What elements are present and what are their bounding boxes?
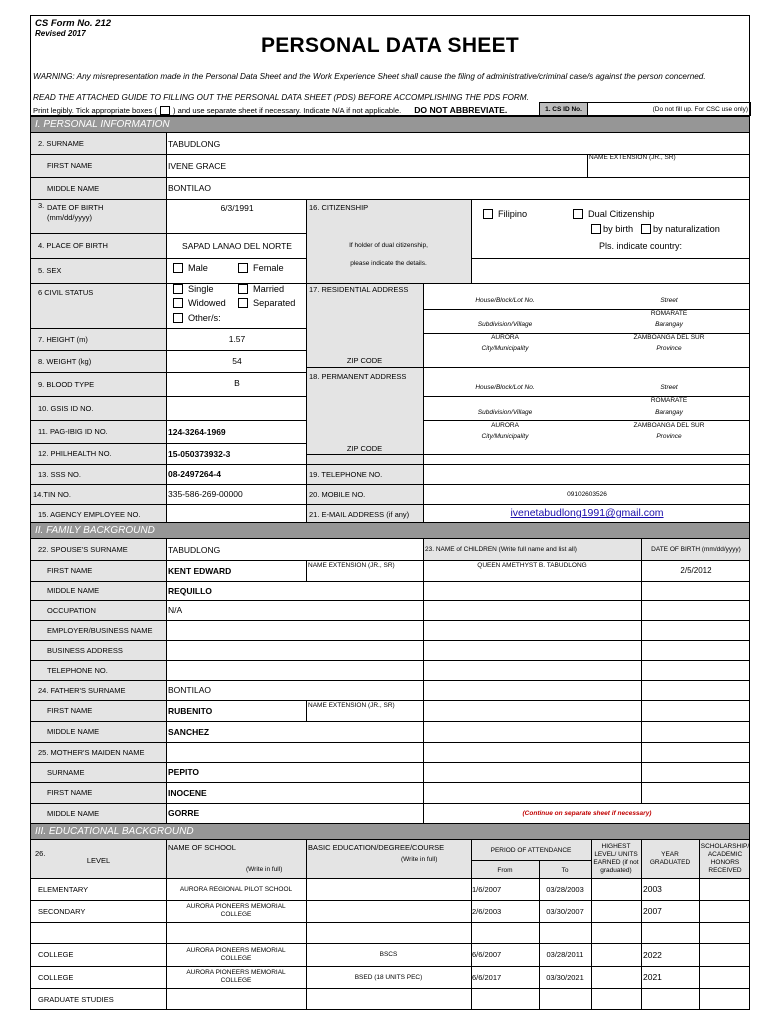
civil-married-checkbox[interactable] (238, 284, 284, 294)
surname-label: 2. SURNAME (38, 139, 84, 148)
res-barangay-value[interactable]: ROMARATE (650, 310, 688, 317)
edu-school[interactable]: AURORA PIONEERS MEMORIAL COLLEGE (186, 969, 286, 984)
form-revision: Revised 2017 (35, 29, 86, 38)
pob-label: 4. PLACE OF BIRTH (38, 241, 108, 250)
email-link[interactable]: ivenetabudlong1991@gmail.com (510, 507, 664, 519)
spouse-first-label: FIRST NAME (47, 566, 93, 575)
edu-to-header: To (561, 866, 569, 874)
print-instructions (33, 105, 507, 115)
read-guide-text: READ THE ATTACHED GUIDE TO FILLING OUT THE PERSONAL DATA SHEET (PDS) BEFORE ACCOMPLISHING THE PDS FORM. (33, 93, 529, 102)
edu-from[interactable]: 2/6/2003 (472, 906, 502, 916)
perm-house-label: House/Block/Lot No. (475, 384, 535, 391)
edu-year[interactable]: 2003 (643, 884, 662, 894)
filipino-label: Filipino (498, 209, 528, 219)
occupation-value[interactable]: N/A (168, 605, 183, 615)
res-street-label: Street (660, 297, 678, 304)
sss-value[interactable]: 08-2497264-4 (168, 469, 221, 479)
dual-citizenship-checkbox[interactable] (573, 209, 654, 219)
filipino-checkbox[interactable] (483, 209, 527, 219)
cs-id-label: 1. CS ID No. (540, 103, 588, 115)
father-middle-label: MIDDLE NAME (47, 727, 100, 736)
edu-to[interactable]: 03/28/2003 (546, 884, 584, 894)
height-value[interactable]: 1.57 (228, 334, 246, 344)
business-address-label: BUSINESS ADDRESS (47, 645, 123, 655)
civil-widowed-checkbox[interactable] (173, 298, 226, 308)
pagibig-label: 11. PAG-IBIG ID NO. (38, 427, 108, 436)
male-label: Male (188, 263, 208, 273)
sex-label: 5. SEX (38, 266, 62, 275)
perm-barangay-label: Barangay (655, 409, 683, 416)
tick-box-sample (160, 106, 170, 115)
child-1-dob[interactable]: 2/5/2012 (680, 566, 712, 575)
spouse-telephone-label: TELEPHONE NO. (47, 665, 108, 675)
civil-separated-checkbox[interactable] (238, 298, 295, 308)
citizenship-note-2: please indicate the details. (350, 259, 427, 267)
tin-value[interactable]: 335-586-269-00000 (168, 489, 243, 499)
edu-year[interactable]: 2021 (643, 972, 662, 982)
perm-subdivision-label: Subdivision/Village (477, 409, 533, 416)
res-zip-label: ZIP CODE (346, 356, 383, 365)
perm-city-value[interactable]: AURORA (491, 422, 519, 429)
perm-zip-label: ZIP CODE (346, 443, 383, 453)
mother-middle-value[interactable]: GORRE (168, 808, 200, 818)
perm-city-label: City/Municipality (481, 433, 529, 440)
by-naturalization-label: by naturalization (653, 224, 720, 234)
edu-course-header: BASIC EDUCATION/DEGREE/COURSE (308, 842, 445, 852)
edu-from-header: From (497, 866, 513, 874)
civil-status-label: 6 CIVIL STATUS (38, 287, 94, 297)
cs-id-note: (Do not fill up. For CSC use only) (652, 105, 748, 113)
dual-label: Dual Citizenship (588, 209, 655, 219)
edu-from[interactable]: 6/6/2017 (472, 972, 502, 982)
middle-name-label: MIDDLE NAME (47, 183, 100, 193)
telephone-label: 19. TELEPHONE NO. (309, 469, 383, 479)
edu-year[interactable]: 2022 (643, 949, 662, 960)
mother-first-label: FIRST NAME (47, 788, 93, 797)
edu-level: GRADUATE STUDIES (38, 994, 114, 1004)
email-label: 21. E-MAIL ADDRESS (if any) (309, 510, 410, 519)
employer-label: EMPLOYER/BUSINESS NAME (47, 625, 153, 635)
pagibig-value[interactable]: 124-3264-1969 (168, 426, 226, 437)
edu-from[interactable]: 6/6/2007 (472, 950, 502, 959)
widowed-label: Widowed (188, 298, 226, 308)
mobile-label: 20. MOBILE NO. (309, 489, 366, 499)
spouse-middle-label: MIDDLE NAME (47, 586, 100, 595)
edu-level (31, 922, 166, 943)
civil-single-checkbox[interactable] (173, 284, 214, 294)
single-label: Single (188, 284, 214, 294)
philhealth-value[interactable]: 15-050373932-3 (168, 448, 231, 459)
edu-school[interactable]: AURORA PIONEERS MEMORIAL COLLEGE (186, 946, 286, 962)
father-first-label: FIRST NAME (47, 706, 93, 715)
blood-type-label: 9. BLOOD TYPE (38, 379, 95, 389)
father-surname-label: 24. FATHER'S SURNAME (38, 685, 126, 695)
middle-name-value[interactable]: BONTILAO (168, 183, 211, 193)
edu-highest-header: HIGHEST LEVEL/ UNITS EARNED (if not graduated) (593, 843, 639, 874)
father-first-value[interactable]: RUBENITO (168, 705, 213, 716)
spouse-middle-value[interactable]: REQUILLO (168, 585, 212, 596)
father-middle-value[interactable]: SANCHEZ (168, 726, 210, 737)
edu-year-header: YEAR GRADUATED (649, 851, 691, 866)
civil-others-checkbox[interactable] (173, 313, 221, 323)
weight-value[interactable]: 54 (232, 356, 242, 366)
edu-level: ELEMENTARY (38, 884, 89, 894)
edu-from[interactable]: 1/6/2007 (472, 884, 502, 894)
continue-note-text: (Continue on separate sheet if necessary) (522, 809, 652, 817)
father-ext-label: NAME EXTENSION (JR., SR) (308, 701, 395, 709)
print-text-a: Print legibly. Tick appropriate boxes ( (33, 105, 157, 115)
first-name-value[interactable]: IVENE GRACE (168, 160, 227, 171)
mother-maiden-label: 25. MOTHER'S MAIDEN NAME (38, 747, 145, 757)
sex-male-checkbox[interactable] (173, 263, 208, 273)
edu-course[interactable]: BSED (18 UNITS PEC) (354, 973, 423, 981)
pob-value[interactable]: SAPAD LANAO DEL NORTE (182, 240, 292, 251)
name-extension-label: NAME EXTENSION (JR., SR) (589, 154, 676, 161)
occupation-label: OCCUPATION (47, 605, 96, 615)
res-barangay-label: Barangay (655, 321, 683, 328)
dob-label: DATE OF BIRTH (47, 202, 104, 212)
indicate-country-label: Pls. indicate country: (599, 241, 683, 251)
residential-address-label: 17. RESIDENTIAL ADDRESS (309, 284, 409, 294)
edu-year[interactable]: 2007 (643, 906, 662, 916)
res-house-label: House/Block/Lot No. (475, 297, 535, 304)
by-naturalization-checkbox[interactable] (641, 224, 720, 234)
child-1-name[interactable]: QUEEN AMETHYST B. TABUDLONG (477, 561, 587, 569)
spouse-surname-value[interactable]: TABUDLONG (168, 544, 221, 555)
edu-level-header: LEVEL (86, 855, 111, 865)
sss-label: 13. SSS NO. (38, 469, 81, 479)
edu-level: COLLEGE (38, 972, 74, 982)
cs-id-box (539, 102, 751, 116)
edu-school[interactable]: AURORA PIONEERS MEMORIAL COLLEGE (186, 903, 286, 918)
edu-course[interactable]: BSCS (379, 951, 398, 958)
edu-to[interactable]: 03/30/2021 (546, 972, 584, 982)
others-label: Other/s: (188, 313, 221, 323)
perm-street-label: Street (660, 384, 678, 391)
perm-province-label: Province (656, 433, 682, 440)
permanent-address-label: 18. PERMANENT ADDRESS (309, 371, 407, 381)
res-city-label: City/Municipality (481, 345, 529, 352)
section-educational-background: III. EDUCATIONAL BACKGROUND (31, 823, 750, 840)
res-city-value[interactable]: AURORA (491, 334, 519, 341)
mother-surname-value[interactable]: PEPITO (168, 767, 200, 777)
agency-no-label: 15. AGENCY EMPLOYEE NO. (38, 510, 141, 519)
spouse-first-value[interactable]: KENT EDWARD (168, 565, 232, 576)
father-surname-value[interactable]: BONTILAO (168, 685, 211, 695)
perm-province-value[interactable]: ZAMBOANGA DEL SUR (633, 422, 705, 429)
print-text-b: ) and use separate sheet if necessary. Indicate N/A if not applicable. (172, 105, 402, 115)
female-label: Female (253, 263, 284, 273)
res-province-label: Province (656, 345, 682, 352)
blood-type-value[interactable]: B (234, 378, 240, 388)
tin-label: 14.TIN NO. (33, 489, 71, 499)
philhealth-label: 12. PHILHEALTH NO. (38, 449, 112, 458)
continue-note (423, 803, 750, 823)
mother-surname-label: SURNAME (47, 767, 85, 777)
mother-middle-label: MIDDLE NAME (47, 808, 100, 818)
dob-format-label: (mm/dd/yyyy) (47, 212, 92, 222)
form-number: CS Form No. 212 (35, 18, 112, 29)
children-header: 23. NAME of CHILDREN (Write full name and list all) (425, 546, 577, 553)
edu-number: 26. (35, 848, 46, 858)
edu-school-header: NAME OF SCHOOL (168, 842, 236, 852)
section-personal-info: I. PERSONAL INFORMATION (31, 116, 750, 133)
mother-first-value[interactable]: INOCENE (168, 787, 207, 798)
child-dob-header: DATE OF BIRTH (mm/dd/yyyy) (651, 546, 741, 553)
section-family-background: II. FAMILY BACKGROUND (31, 522, 750, 539)
edu-school-sub: (Write in full) (246, 865, 283, 873)
edu-course[interactable] (306, 878, 471, 900)
mobile-value[interactable]: 09102603526 (567, 490, 607, 498)
form-body (30, 115, 750, 1010)
res-subdivision-label: Subdivision/Village (477, 321, 533, 328)
first-name-label: FIRST NAME (47, 161, 93, 170)
page-title: PERSONAL DATA SHEET (260, 34, 520, 57)
email-value[interactable] (423, 504, 750, 522)
res-province-value[interactable]: ZAMBOANGA DEL SUR (633, 334, 705, 341)
edu-level: SECONDARY (38, 906, 86, 916)
edu-course-sub: (Write in full) (401, 855, 438, 863)
gsis-value[interactable] (166, 396, 306, 420)
spouse-surname-label: 22. SPOUSE'S SURNAME (38, 545, 128, 554)
sex-female-checkbox[interactable] (238, 263, 284, 273)
edu-period-header: PERIOD OF ATTENDANCE (490, 846, 572, 854)
edu-to[interactable]: 03/30/2007 (546, 906, 584, 916)
citizenship-label: 16. CITIZENSHIP (309, 202, 369, 212)
married-label: Married (253, 284, 285, 294)
perm-barangay-value[interactable]: ROMARATE (650, 397, 688, 404)
edu-course[interactable] (306, 900, 471, 922)
edu-school[interactable]: AURORA REGIONAL PILOT SCHOOL (179, 885, 293, 893)
edu-to[interactable]: 03/28/2011 (546, 950, 584, 959)
separated-label: Separated (253, 298, 296, 308)
dob-value[interactable]: 6/3/1991 (220, 203, 254, 213)
edu-honors-header: SCHOLARSHIP/ ACADEMIC HONORS RECEIVED (700, 843, 750, 874)
by-birth-checkbox[interactable] (591, 224, 633, 234)
warning-text: WARNING: Any misrepresentation made in the Personal Data Sheet and the Work Experience Sheet shall cause the filing of administrative/criminal case/s against the person concerned. (33, 72, 706, 81)
dob-label-number: 3. (38, 200, 45, 210)
height-label: 7. HEIGHT (m) (38, 334, 88, 344)
citizenship-note-1: If holder of dual citizenship, (349, 241, 428, 249)
by-birth-label: by birth (603, 224, 634, 234)
edu-level: COLLEGE (38, 950, 74, 959)
form-header (30, 15, 750, 115)
gsis-label: 10. GSIS ID NO. (38, 403, 94, 413)
surname-value[interactable]: TABUDLONG (168, 138, 221, 149)
do-not-abbreviate: DO NOT ABBREVIATE. (414, 105, 508, 115)
weight-label: 8. WEIGHT (kg) (38, 356, 92, 366)
spouse-ext-label: NAME EXTENSION (JR., SR) (308, 561, 395, 569)
